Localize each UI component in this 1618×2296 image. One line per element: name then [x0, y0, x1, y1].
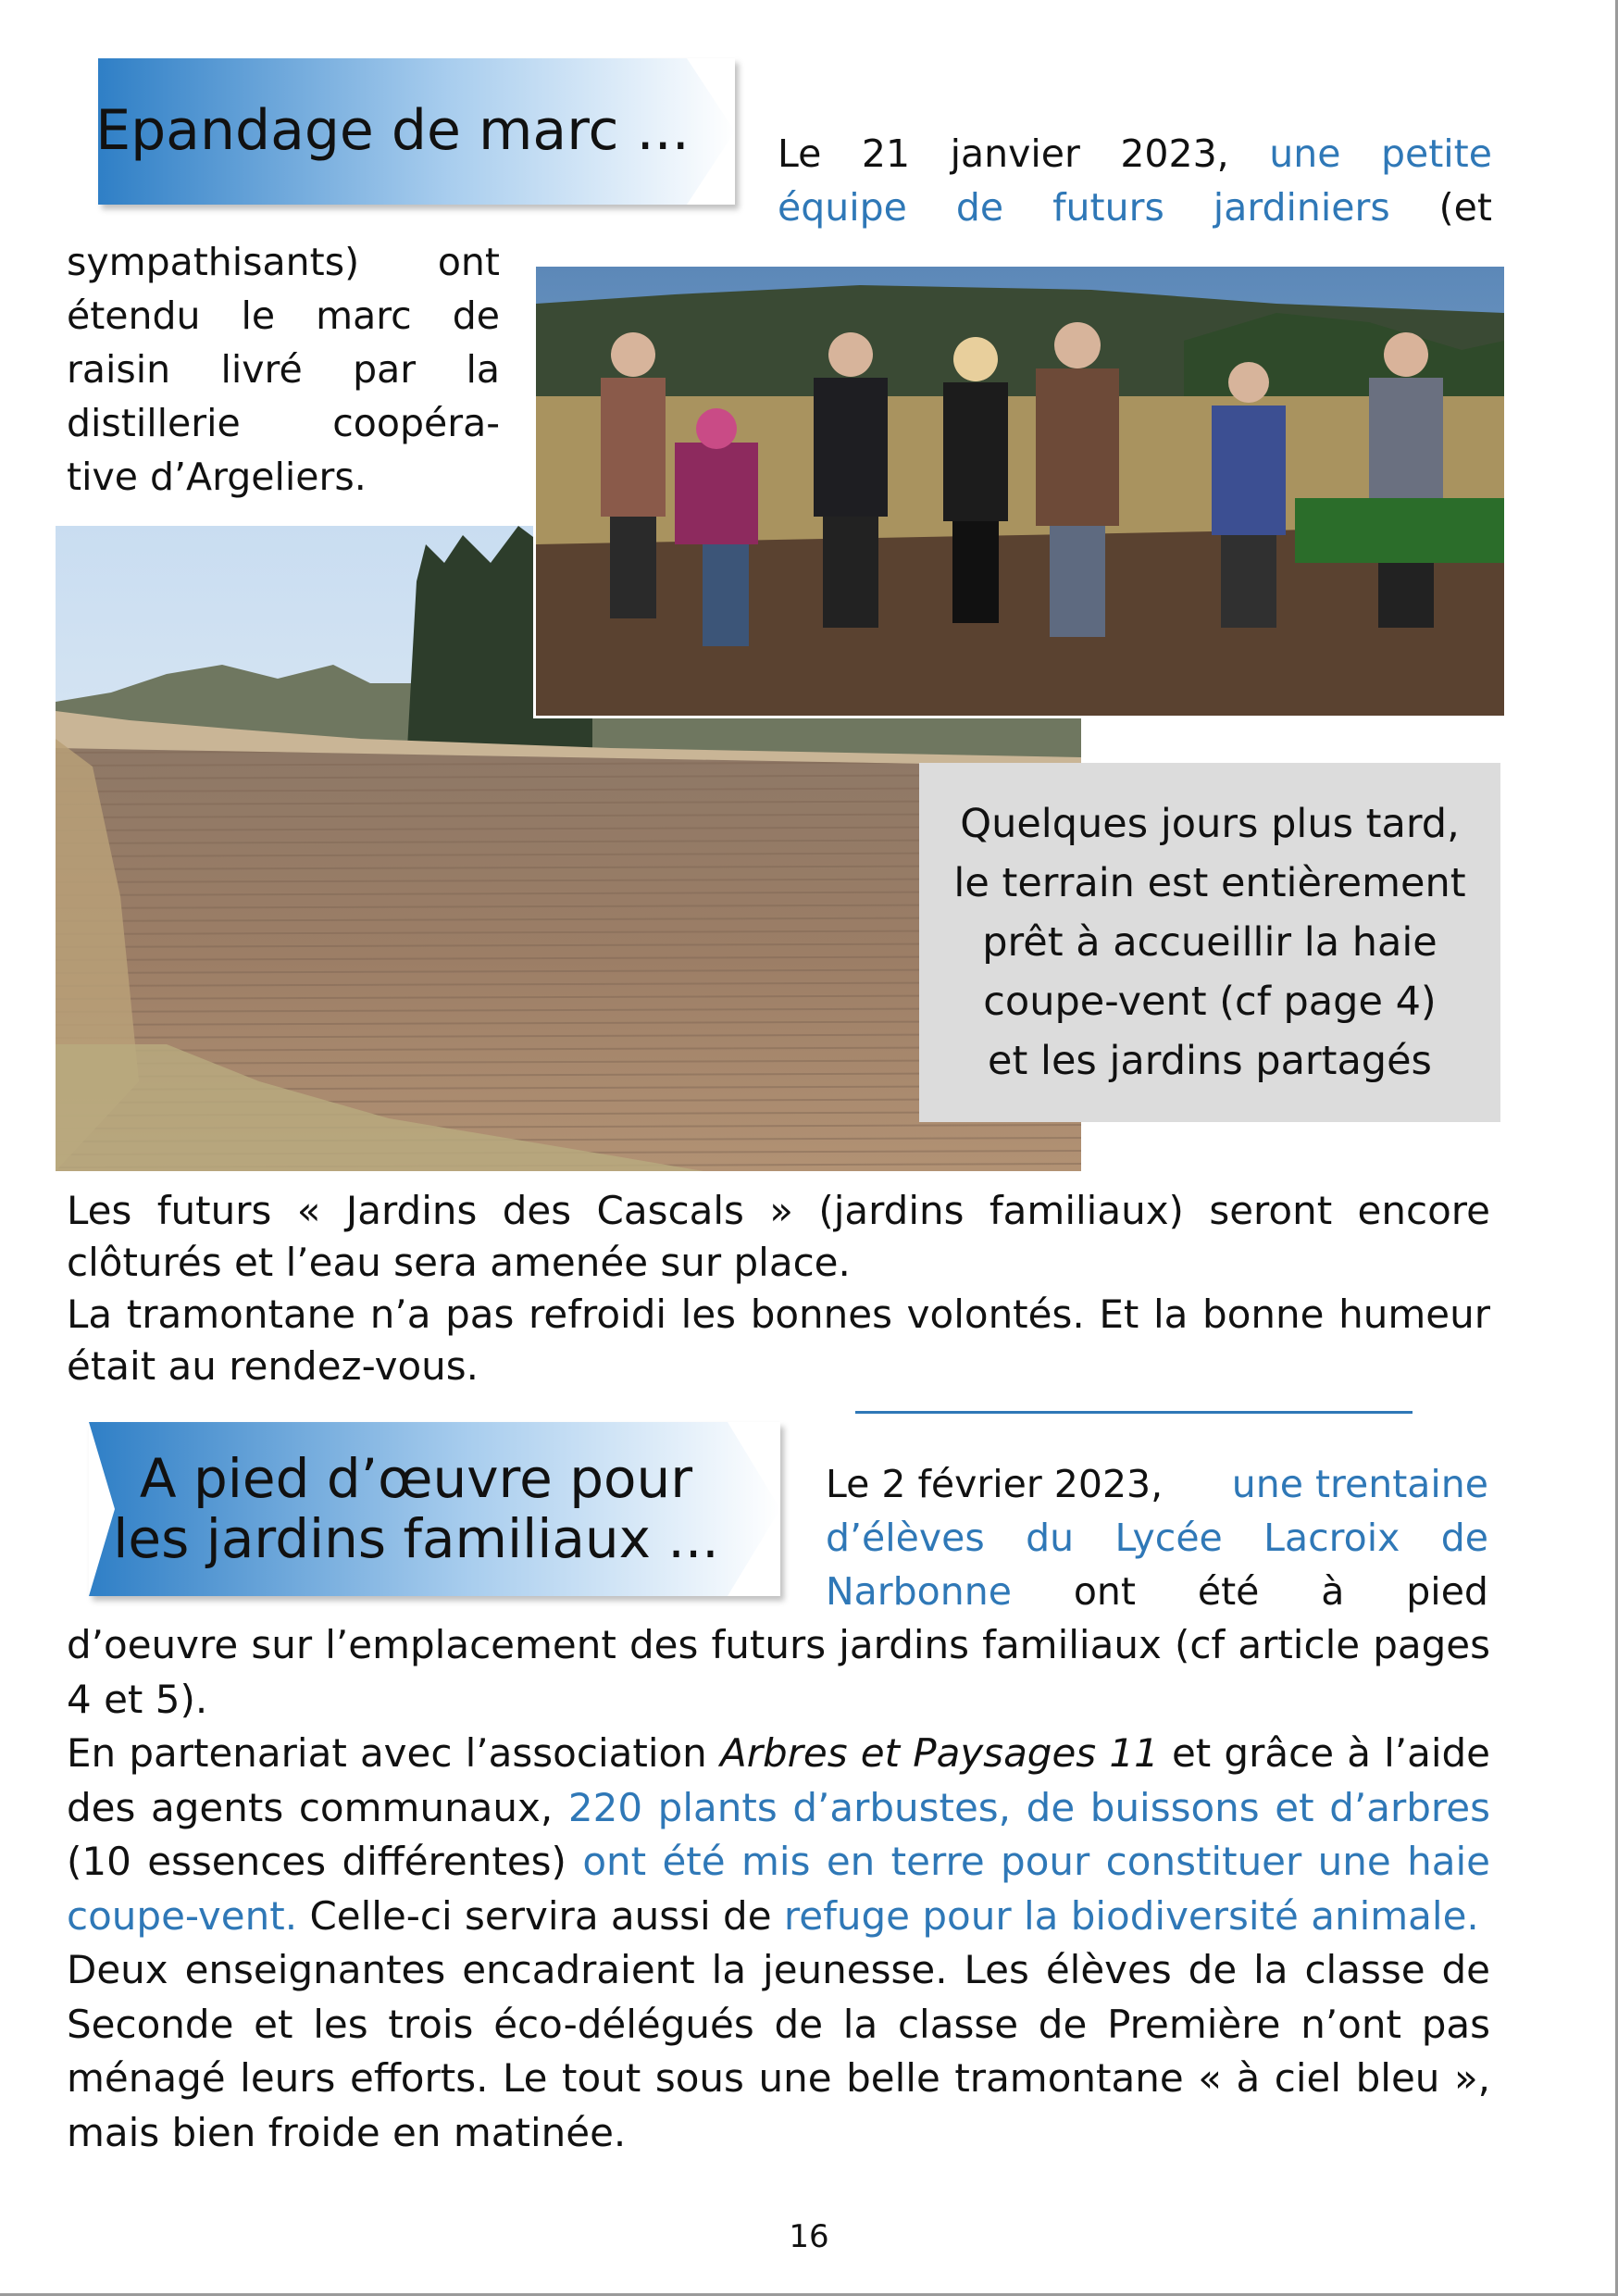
caption-line: et les jardins partagés	[988, 1038, 1432, 1084]
intro-line: équipe de futurs jardiniers (et	[778, 185, 1492, 230]
intro-line: Le 21 janvier 2023, une petite	[778, 131, 1492, 176]
caption-line: le terrain est entièrement	[953, 860, 1466, 906]
side-text: sympathisants) ont étendu le marc de raisin livré par la distillerie coopéra- tive d’Argeliers.	[67, 240, 500, 499]
section-title-line: les jardins familiaux ...	[113, 1507, 719, 1570]
paragraph: Deux enseignantes encadraient la jeunesse. Les élèves de la classe de Seconde et les trois éco-délégués de la classe de Première n’ont pas ménagé leurs efforts. Le tout sous une belle tramontane « à ciel bleu », mais bien froide en matinée.	[67, 1947, 1490, 2155]
page-number: 16	[789, 2218, 829, 2255]
paragraph: d’oeuvre sur l’emplacement des futurs jardins familiaux (cf article pages 4 et 5).	[67, 1622, 1490, 1722]
photo-caption-box	[919, 763, 1500, 1122]
section-heading-banner	[89, 1422, 780, 1596]
section-divider	[855, 1411, 1413, 1414]
paragraph: Les futurs « Jardins des Cascals » (jardins familiaux) seront encore clôturés et l’eau sera amenée sur place.	[67, 1188, 1490, 1285]
section-heading-banner	[95, 58, 735, 205]
caption-line: prêt à accueillir la haie	[982, 919, 1438, 966]
section2-body	[67, 1618, 1490, 2160]
caption-line: coupe-vent (cf page 4)	[983, 979, 1437, 1025]
section1-body	[67, 1185, 1490, 1392]
paragraph: La tramontane n’a pas refroidi les bonnes volontés. Et la bonne humeur était au rendez-vous.	[67, 1292, 1490, 1389]
paragraph: En partenariat avec l’association Arbres et Paysages 11 et grâce à l’aide des agents communaux, 220 plants d’arbustes, de buissons et d’arbres (10 essences différentes) ont été mis en terre pour constituer une haie coupe-vent. Celle-ci servira aussi de refuge pour la biodiversité animale.	[67, 1730, 1491, 1939]
section-title: Epandage de marc ...	[95, 98, 690, 164]
group-photo	[533, 264, 1507, 718]
caption-line: Quelques jours plus tard,	[960, 801, 1460, 847]
intro-text	[778, 127, 1492, 234]
section-title-line: A pied d’œuvre pour	[139, 1447, 693, 1511]
section2-intro: Le 2 février 2023, une trentaine d’élèves du Lycée Lacroix de Narbonne ont été à pied	[826, 1462, 1488, 1614]
